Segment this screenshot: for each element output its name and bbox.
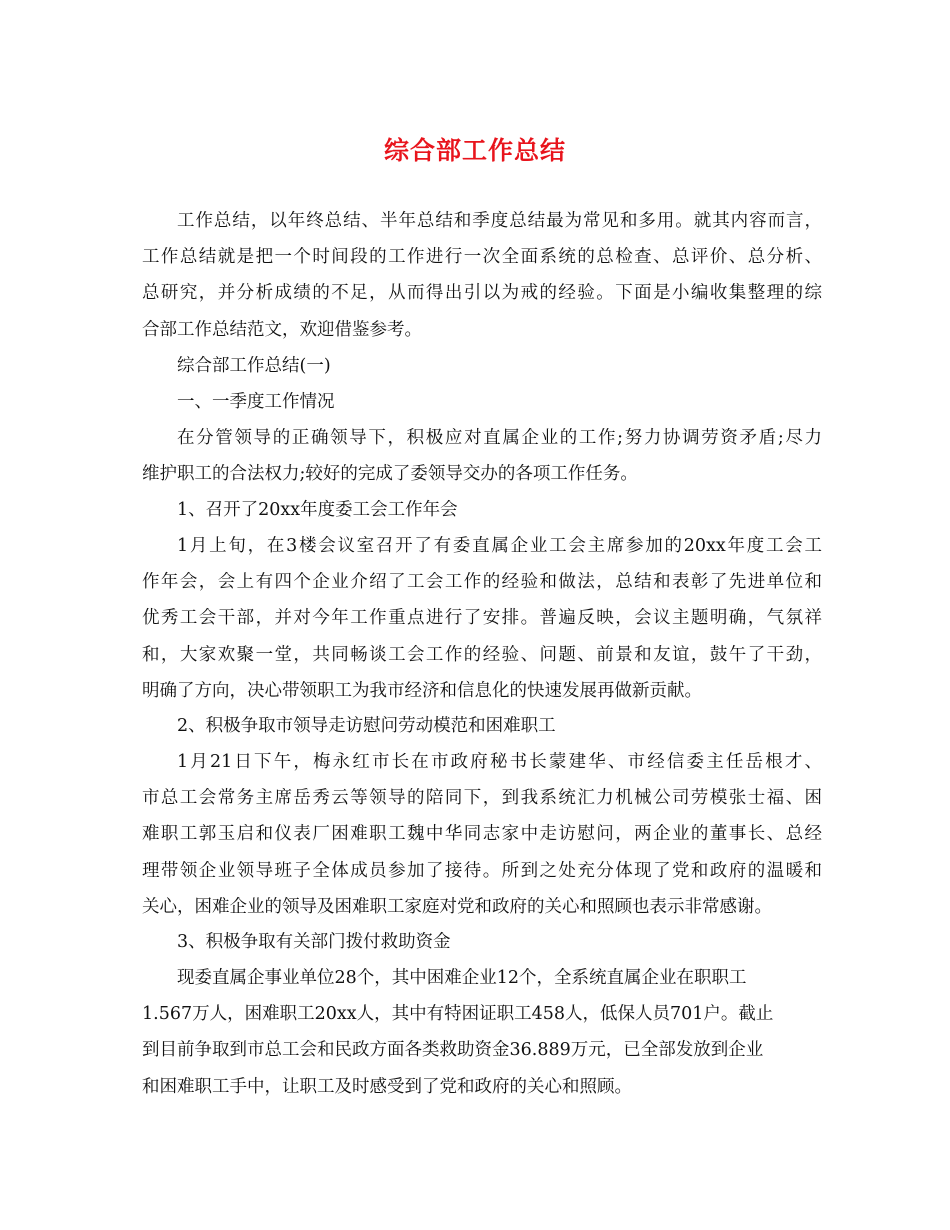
body-paragraph	[142, 744, 822, 925]
item-heading-text: 2、积极争取市领导走访慰问劳动模范和困难职工	[177, 716, 556, 736]
paragraph-line: 到目前争取到市总工会和民政方面各类救助资金36.889万元，已全部发放到企业	[142, 1040, 764, 1061]
item-heading	[142, 708, 822, 744]
paragraph-line: 作年会，会上有四个企业介绍了工会工作的经验和做法，总结和表彰了先进单位和	[142, 572, 822, 593]
paragraph-line: 工作总结，以年终总结、半年总结和季度总结最为常见和多用。就其内容而言，	[177, 211, 822, 231]
paragraph-line: 难职工郭玉启和仪表厂困难职工魏中华同志家中走访慰问，两企业的董事长、总经	[142, 824, 822, 845]
paragraph-line: 优秀工会干部，并对今年工作重点进行了安排。普遍反映，会议主题明确，气氛祥	[142, 608, 822, 629]
paragraph-line: 和，大家欢聚一堂，共同畅谈工会工作的经验、问题、前景和友谊，鼓午了干劲，	[142, 644, 822, 665]
body-paragraph	[142, 960, 822, 1105]
item-heading	[142, 924, 822, 960]
item-heading	[142, 492, 822, 528]
paragraph-line: 关心，困难企业的领导及困难职工家庭对党和政府的关心和照顾也表示非常感谢。	[142, 896, 772, 917]
item-heading-text: 3、积极争取有关部门拨付救助资金	[177, 932, 451, 952]
intro-paragraph	[142, 203, 822, 348]
paragraph-line: 1.567万人，困难职工20xx人，其中有特困证职工458人，低保人员701户。截止	[142, 1004, 774, 1025]
paragraph-line: 1月上旬，在3楼会议室召开了有委直属企业工会主席参加的20xx年度工会工	[177, 536, 822, 556]
section-heading	[142, 348, 822, 384]
paragraph-line: 维护职工的合法权力;较好的完成了委领导交办的各项工作任务。	[142, 464, 638, 485]
body-paragraph	[142, 528, 822, 709]
paragraph-line: 现委直属企事业单位28个，其中困难企业12个，全系统直属企业在职职工	[177, 968, 747, 988]
paragraph-line: 总研究，并分析成绩的不足，从而得出引以为戒的经验。下面是小编收集整理的综	[142, 283, 822, 304]
paragraph-line: 和困难职工手中，让职工及时感受到了党和政府的关心和照顾。	[142, 1076, 632, 1097]
subsection-heading	[142, 384, 822, 420]
document-title: 综合部工作总结	[383, 136, 566, 165]
paragraph-line: 市总工会常务主席岳秀云等领导的陪同下，到我系统汇力机械公司劳模张士福、困	[142, 788, 822, 809]
paragraph-line: 1月21日下午，梅永红市长在市政府秘书长蒙建华、市经信委主任岳根才、	[177, 752, 822, 772]
paragraph-line: 工作总结就是把一个时间段的工作进行一次全面系统的总检查、总评价、总分析、	[142, 247, 822, 268]
paragraph-line: 合部工作总结范文，欢迎借鉴参考。	[142, 319, 422, 340]
paragraph-line: 在分管领导的正确领导下，积极应对直属企业的工作;努力协调劳资矛盾;尽力	[177, 428, 822, 448]
body-paragraph	[142, 420, 822, 492]
subsection-heading-text: 一、一季度工作情况	[177, 392, 335, 412]
section-heading-text: 综合部工作总结(一)	[177, 356, 331, 376]
paragraph-line: 理带领企业领导班子全体成员参加了接待。所到之处充分体现了党和政府的温暖和	[142, 860, 822, 881]
paragraph-line: 明确了方向，决心带领职工为我市经济和信息化的快速发展再做新贡献。	[142, 680, 702, 701]
item-heading-text: 1、召开了20xx年度委工会工作年会	[177, 500, 458, 520]
